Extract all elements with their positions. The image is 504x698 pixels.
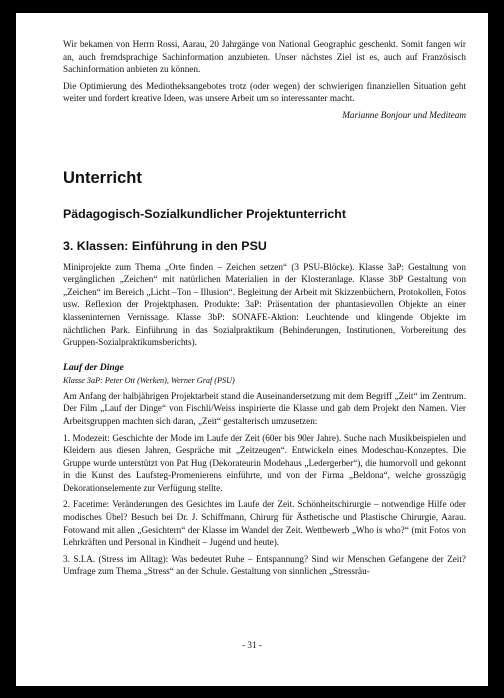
intro-paragraph-1: Wir bekamen von Herrn Rossi, Aarau, 20 Jahrgänge von National Geographic geschenkt. Somit fangen wir an, auch fremdsprachige Sachinformation anzubieten. Unser nächstes Ziel ist es, auch auf Französisch Sachinformation anbieten zu können. (63, 39, 466, 75)
subsection-paragraph-intro: Am Anfang der halbjährigen Projektarbeit stand die Auseinandersetzung mit dem Begriff „Zeit“ im Zentrum. Der Film „Lauf der Dinge“ von Fischli/Weiss inspirierte die Klasse und gab dem Projekt den Namen. Vier Arbeitsgruppen machten sich daran, „Zeit“ gestalterisch umzusetzen: (63, 390, 466, 426)
subsection-paragraph-facetime: 2. Facetime: Veränderungen des Gesichtes im Laufe der Zeit. Schönheitschirurgie – notwendige Hilfe oder modisches Übel? Besuch bei Dr. J. Schiffmann, Chirurg für Ästhetische und Plastische Chirurgie, Aarau. Fotowand mit allen „Gesichtern“ der Klasse im Wandel der Zeit. Wettbewerb „Who is who?“ (mit Fotos von Lehrkräften und Personal in Kindheit – Jugend und heute). (63, 499, 466, 548)
subsection-paragraph-sia: 3. S.I.A. (Stress im Alltag): Was bedeutet Ruhe – Entspannung? Sind wir Menschen Gefangene der Zeit? Umfrage zum Thema „Stress“ an der Schule. Gestaltung von sinnlichen „Stressräu- (63, 553, 466, 577)
subsection-title: Lauf der Dinge (63, 361, 124, 373)
subsection-credit: Klasse 3aP: Peter Ott (Werken), Werner Graf (PSU) (63, 375, 235, 385)
heading-section: 3. Klassen: Einführung in den PSU (63, 238, 267, 253)
document-page (16, 13, 488, 686)
page-content (63, 38, 466, 582)
section-paragraph: Miniprojekte zum Thema „Orte finden – Zeichen setzen“ (3 PSU-Blöcke). Klasse 3aP: Gestaltung von vergänglichen „Zeichen“ mit natürlichen Materialien in der Klosteranlage. Klasse 3bP Gestaltung von „Zeichen“ im Bereich „Licht –Ton – Illusion“. Begleitung der Arbeit mit Skizzenbüchern, Protokollen, Fotos usw. Reflexion der Projektphasen. Produkte: 3aP: Präsentation der phantasievollen Objekte an einer klasseninternen Vernissage. Klasse 3bP: SONAFE-Aktion: Leuchtende und klingende Objekte im nächtlichen Park. Einführung in das Sozialpraktikum (Behinderungen, Institutionen, Vorbereitung des Gruppen-Sozialpraktikumsberichts). (63, 261, 466, 348)
heading-main: Unterricht (63, 168, 142, 187)
signature: Marianne Bonjour und Mediteam (342, 109, 466, 120)
subsection-paragraph-modezeit: 1. Modezeit: Geschichte der Mode im Laufe der Zeit (60er bis 90er Jahre). Suche nach Musikbeispielen und Kleidern aus diesen Jahren, Gespräche mit „Zeitzeugen“. Entwickeln eines Modeschau-Konzeptes. Die Gruppe wurde unterstützt von Pat Hug (Dekorateurin Modehaus „Ledergerber“), die humorvoll und gekonnt in die Kunst des Laufsteg-Promenierens einführte, und von der Firma „Beldona“, welche grosszügig Dekorationselemente zur Verfügung stellte. (63, 432, 466, 493)
page-number: - 31 - (242, 640, 262, 650)
intro-paragraph-2: Die Optimierung des Mediotheksangebotes trotz (oder wegen) der schwierigen finanziellen Situation geht weiter und fordert kreative Ideen, was unsere Arbeit um so interessanter macht. (63, 80, 466, 104)
heading-sub: Pädagogisch-Sozialkundlicher Projektunterricht (63, 206, 346, 221)
